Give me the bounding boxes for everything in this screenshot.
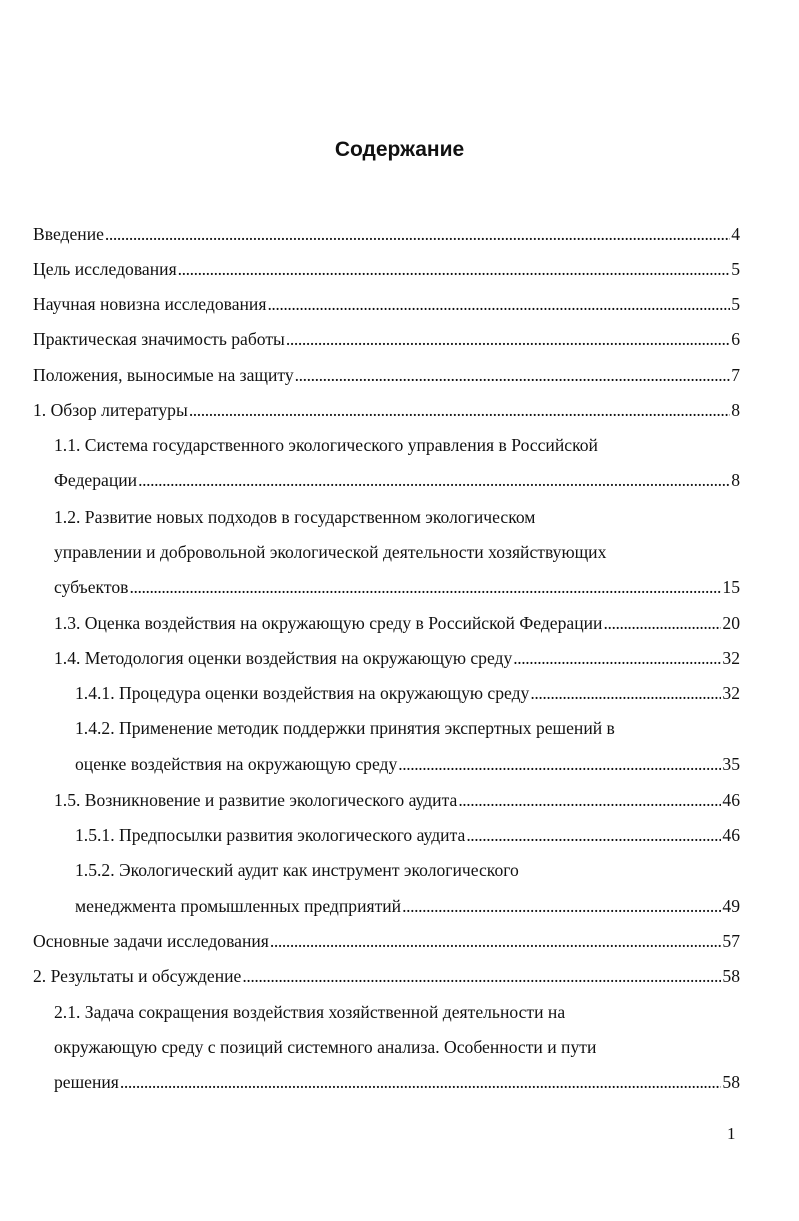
toc-entry-2-1-line2: окружающую среду с позиций системного анализа. Особенности и пути — [54, 1037, 597, 1057]
toc-entry-text: Введение — [33, 224, 104, 244]
toc-entry-1-2[interactable] — [54, 577, 740, 601]
toc-dot-leader — [513, 648, 721, 669]
toc-entry-text: Основные задачи исследования — [33, 931, 269, 951]
toc-entry-page: 6 — [731, 329, 740, 349]
toc-dot-leader — [129, 577, 721, 598]
toc-entry-text: Федерации — [54, 470, 138, 490]
toc-dot-leader — [267, 294, 730, 315]
toc-entry-1-2-line1: 1.2. Развитие новых подходов в государственном экологическом — [54, 507, 536, 527]
toc-entry-text: менеджмента промышленных предприятий — [75, 896, 402, 916]
toc-entry-1-4-2-line1: 1.4.2. Применение методик поддержки принятия экспертных решений в — [75, 718, 615, 738]
toc-dot-leader — [603, 613, 721, 634]
toc-entry-page: 32 — [722, 683, 740, 703]
toc-dot-leader — [295, 365, 731, 386]
toc-dot-leader — [270, 931, 722, 952]
toc-entry-page: 20 — [722, 613, 740, 633]
toc-entry-1-5[interactable] — [54, 790, 740, 814]
toc-entry-page: 7 — [731, 365, 740, 385]
toc-entry-1-1-line1: 1.1. Система государственного экологического управления в Российской — [54, 435, 598, 455]
toc-entry-2[interactable] — [33, 966, 740, 990]
toc-entry-1-2-line2: управлении и добровольной экологической деятельности хозяйствующих — [54, 542, 607, 562]
toc-entry-page: 46 — [722, 825, 740, 845]
toc-entry-text: 1.3. Оценка воздействия на окружающую среду в Российской Федерации — [54, 613, 603, 633]
toc-entry-text: 1.4.1. Процедура оценки воздействия на окружающую среду — [75, 683, 530, 703]
toc-entry-text: субъектов — [54, 577, 129, 597]
toc-entry-page: 8 — [731, 400, 740, 420]
toc-entry-text: 1.4. Методология оценки воздействия на окружающую среду — [54, 648, 513, 668]
toc-entry-text: оценке воздействия на окружающую среду — [75, 754, 398, 774]
toc-dot-leader — [242, 966, 721, 987]
toc-dot-leader — [178, 259, 731, 280]
toc-entry-page: 15 — [722, 577, 740, 597]
toc-entry-tasks[interactable] — [33, 931, 740, 955]
toc-entry-text: 2. Результаты и обсуждение — [33, 966, 242, 986]
toc-entry-text: Положения, выносимые на защиту — [33, 365, 294, 385]
toc-dot-leader — [402, 896, 721, 917]
toc-entry-1-4-2[interactable] — [75, 754, 740, 778]
toc-entry-page: 57 — [722, 931, 740, 951]
toc-dot-leader — [398, 754, 721, 775]
toc-entry-page: 32 — [722, 648, 740, 668]
toc-entry-1-5-2-line1: 1.5.2. Экологический аудит как инструмент экологического — [75, 860, 519, 880]
toc-entry-1-5-1[interactable] — [75, 825, 740, 849]
toc-entry-2-1-line1: 2.1. Задача сокращения воздействия хозяйственной деятельности на — [54, 1002, 566, 1022]
toc-entry-page: 46 — [722, 790, 740, 810]
toc-entry-significance[interactable] — [33, 329, 740, 353]
toc-entry-text: 1.5.1. Предпосылки развития экологического аудита — [75, 825, 466, 845]
toc-dot-leader — [458, 790, 721, 811]
toc-entry-page: 58 — [722, 966, 740, 986]
toc-entry-text: решения — [54, 1072, 119, 1092]
toc-dot-leader — [120, 1072, 722, 1093]
page-title: Содержание — [334, 138, 465, 161]
toc-entry-1-4-1[interactable] — [75, 683, 740, 707]
toc-entry-text: 1.5. Возникновение и развитие экологического аудита — [54, 790, 458, 810]
toc-entry-1-1[interactable] — [54, 470, 740, 494]
page-number: 1 — [727, 1124, 736, 1143]
toc-entry-page: 49 — [722, 896, 740, 916]
toc-entry-page: 8 — [731, 470, 740, 490]
toc-entry-novelty[interactable] — [33, 294, 740, 318]
toc-dot-leader — [189, 400, 730, 421]
toc-entry-text: Цель исследования — [33, 259, 177, 279]
toc-entry-text: Научная новизна исследования — [33, 294, 267, 314]
toc-entry-page: 58 — [722, 1072, 740, 1092]
toc-entry-1-3[interactable] — [54, 613, 740, 637]
toc-dot-leader — [530, 683, 721, 704]
toc-dot-leader — [138, 470, 730, 491]
toc-entry-1-4[interactable] — [54, 648, 740, 672]
toc-entry-introduction[interactable] — [33, 224, 740, 248]
toc-dot-leader — [286, 329, 730, 350]
toc-entry-provisions[interactable] — [33, 365, 740, 389]
toc-entry-1-5-2[interactable] — [75, 896, 740, 920]
toc-dot-leader — [466, 825, 721, 846]
toc-entry-page: 35 — [722, 754, 740, 774]
toc-dot-leader — [105, 224, 730, 245]
toc-entry-text: 1. Обзор литературы — [33, 400, 188, 420]
toc-entry-text: Практическая значимость работы — [33, 329, 285, 349]
toc-entry-page: 4 — [731, 224, 740, 244]
toc-entry-page: 5 — [731, 294, 740, 314]
toc-entry-1[interactable] — [33, 400, 740, 424]
toc-entry-page: 5 — [731, 259, 740, 279]
toc-entry-goal[interactable] — [33, 259, 740, 283]
toc-entry-2-1[interactable] — [54, 1072, 740, 1096]
